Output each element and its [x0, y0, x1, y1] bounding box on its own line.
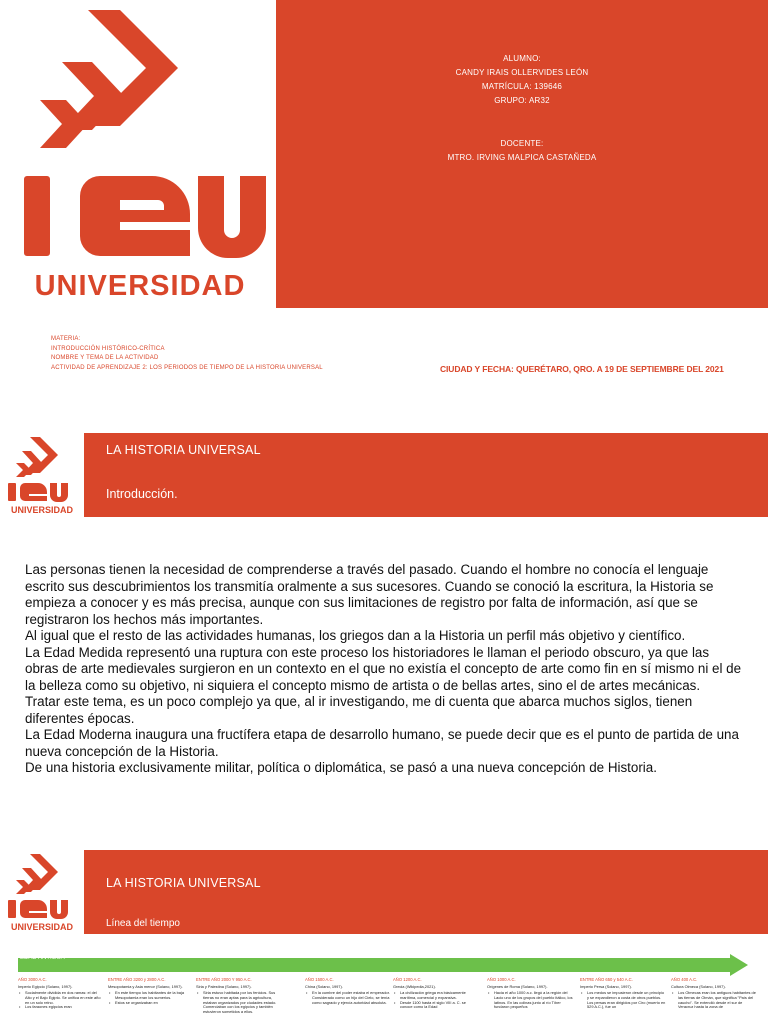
slide-subtitle: Introducción.	[106, 487, 178, 501]
timeline-column	[18, 978, 104, 1010]
slide-title: LA HISTORIA UNIVERSAL	[106, 443, 261, 457]
materia-label: MATERIA:	[51, 336, 81, 342]
tema-label: NOMBRE Y TEMA DE LA ACTIVIDAD	[51, 355, 159, 362]
timeline-bullets	[196, 991, 282, 1015]
header-logo-tagline: UNIVERSIDAD	[10, 922, 74, 932]
timeline-bullet: • Los medos se impusieron desde un principio y se expandieron a costa de otros pueblos. Los persas eran dirigidos por Ciro (muerto en 529 A.C.), fue un	[580, 991, 666, 1010]
matricula: MATRÍCULA: 139646	[481, 82, 563, 91]
ieu-logo-icon	[0, 850, 84, 934]
timeline-source: Mesopotamia y Asia menor (Solano, 1997).	[108, 983, 183, 989]
timeline-source: Imperio Persa (Solano, 1997).	[580, 983, 632, 989]
timeline-column	[196, 978, 282, 1015]
grupo: GRUPO: AR32	[494, 96, 550, 105]
timeline-date: ENTRE AÑO 2000 Y 950 A.C.	[196, 977, 252, 982]
timeline-source: Grecia (Wikipedia,2021).	[393, 983, 436, 989]
timeline-source: Siria y Palestina (Solano, 1997).	[196, 983, 252, 989]
intro-paragraph: La Edad Moderna inaugura una fructífera etapa de desarrollo humano, se puede decir que es el punto de partida de una nueva concepción de la Historia.	[25, 727, 739, 759]
timeline-slide-header	[0, 850, 768, 934]
intro-paragraph: Las personas tienen la necesidad de comprenderse a través del pasado. Cuando el hombre no conocía el lenguaje escrito sus descubrimientos los transmitía oralmente a sus sucesores. Cuando se conoció la escritura, la Historia se empieza a conocer y es más precisa, aunque con sus limitaciones de registro por falta de información, así que se registraron los hechos más importantes.	[25, 562, 714, 627]
timeline-date: ENTRE AÑO 650 y 540 A.C.	[580, 977, 633, 982]
timeline-bullet: • Los faraones egipcios eran	[18, 1005, 104, 1010]
cover-logo	[0, 0, 276, 308]
course-meta	[51, 335, 323, 373]
timeline-column	[305, 978, 391, 1005]
timeline-date: AÑO 400 A.C.	[671, 977, 698, 982]
slide-subtitle: Línea del tiempo	[106, 918, 180, 929]
timeline-bullet: • Estos se organizaban en	[108, 1001, 194, 1006]
timeline-date: AÑO 1200 A.C.	[393, 977, 422, 982]
student-info	[276, 52, 768, 108]
cover-slide	[0, 0, 768, 308]
cover-logo-tagline: UNIVERSIDAD	[34, 270, 246, 302]
timeline-bullets	[305, 991, 391, 1005]
header-bar	[84, 850, 768, 934]
timeline-source: China (Solano, 1997).	[305, 983, 343, 989]
timeline-bullets	[108, 991, 194, 1005]
intro-paragraph: De una historia exclusivamente militar, política o diplomática, se pasó a una nueva concepción de Historia.	[25, 760, 657, 775]
timeline-bullet: • En la cumbre del poder estaba el emperador. Considerado como un hijo del Cielo, se tenía como sagrado y ejercía autoridad absoluta.	[305, 991, 391, 1005]
timeline-bullets	[18, 991, 104, 1010]
timeline-bullet: • En este tiempo los habitantes de la baja Mesopotamia eran los sumerios.	[108, 991, 194, 1001]
timeline-bullet: • Siria estuvo habitada por los fenicios. Sus tierras no eran aptas para la agricultura, estaban organizados por ciudades estado. Comerciaban con los egipcios y también estuvieron sometidos a ellos.	[196, 991, 282, 1015]
intro-paragraph: La Edad Medida representó una ruptura con este proceso los historiadores le llaman el periodo obscuro, ya que las obras de arte medievales surgieron en un contexto en el que no existía el concepto de arte como fin en sí mismo ni el de la belleza como su objetivo, ni siquiera el concepto mismo de artista o de bellas artes, sino el de artes mecánicas.	[25, 644, 742, 693]
timeline-source: Cultura Olmeca (Solano, 1997).	[671, 983, 726, 989]
docente-label: DOCENTE:	[500, 139, 544, 148]
timeline-bullets	[487, 991, 573, 1010]
timeline-date: AÑO 1000 A.C.	[487, 977, 516, 982]
timeline-arrow	[18, 954, 748, 976]
slide-title: LA HISTORIA UNIVERSAL	[106, 876, 261, 890]
header-logo	[0, 850, 84, 934]
city-date: CIUDAD Y FECHA: QUERÉTARO, QRO. A 19 DE SEPTIEMBRE DEL 2021	[440, 364, 724, 374]
timeline-bullet: • La civilización griega era básicamente marítima, comercial y expansiva.	[393, 991, 479, 1001]
actividad-value: ACTIVIDAD DE APRENDIZAJE 2: LOS PERIODOS DE TIEMPO DE LA HISTORIA UNIVERSAL	[51, 364, 323, 371]
timeline-era-label: EDAD ANTIGUA	[20, 955, 65, 961]
timeline-date: ENTRE AÑO 3200 y 2800 A.C.	[108, 977, 166, 982]
header-bar	[84, 433, 768, 517]
timeline-column	[671, 978, 757, 1010]
header-logo	[0, 433, 84, 517]
timeline-column	[393, 978, 479, 1010]
timeline-column	[108, 978, 194, 1005]
timeline-bullet: • Desde 1100 hasta el siglo VIII a. C. se conoce como la Edad	[393, 1001, 479, 1011]
timeline-bullets	[393, 991, 479, 1010]
timeline-source: Orígenes de Roma (Solano, 1997).	[487, 983, 548, 989]
timeline-date: AÑO 3000 A.C.	[18, 977, 47, 982]
intro-paragraph: Al igual que el resto de las actividades humanas, los griegos dan a la Historia un perfil más objetivo y científico.	[25, 628, 686, 643]
timeline-source: Imperio Egipcio (Solano, 1997).	[18, 983, 73, 989]
ieu-logo-icon	[0, 433, 84, 517]
timeline-bullet: • Los Olmecas eran los antiguos habitantes de las tierras de Olmán, que significa "País del caucho". Se extendió desde el sur de Veracruz hasta la zona de	[671, 991, 757, 1010]
timeline-date: AÑO 1500 A.C.	[305, 977, 334, 982]
timeline-bullet: • Hacia el año 1000 a.c. llegó a la región del Lacio uno de los grupos del pueblo itálico, los latinos. En las colinas junto al río Tíber fundaron pequeños	[487, 991, 573, 1010]
intro-paragraph: Tratar este tema, es un poco complejo ya que, al ir investigando, me di cuenta que abarca muchos siglos, tienen diferentes épocas.	[25, 694, 693, 726]
ieu-logo-icon	[0, 0, 276, 308]
timeline-bullets	[671, 991, 757, 1010]
timeline-bullets	[580, 991, 666, 1010]
intro-body	[25, 562, 745, 777]
docente-name: MTRO. IRVING MALPICA CASTAÑEDA	[447, 153, 597, 162]
header-logo-tagline: UNIVERSIDAD	[10, 505, 74, 515]
timeline-bullet: • Socialmente dividida en dos ramas: el del Alto y el Bajo Egipto. Se unifica en este año en un solo reino.	[18, 991, 104, 1005]
alumno-label: ALUMNO:	[503, 54, 541, 63]
timeline-column	[487, 978, 573, 1010]
cover-info-panel	[276, 0, 768, 308]
intro-slide-header	[0, 433, 768, 517]
timeline-column	[580, 978, 666, 1010]
teacher-info	[276, 137, 768, 165]
alumno-name: CANDY IRAIS OLLERVIDES LEÓN	[455, 68, 589, 77]
materia-value: INTRODUCCIÓN HISTÓRICO-CRÍTICA	[51, 345, 165, 352]
